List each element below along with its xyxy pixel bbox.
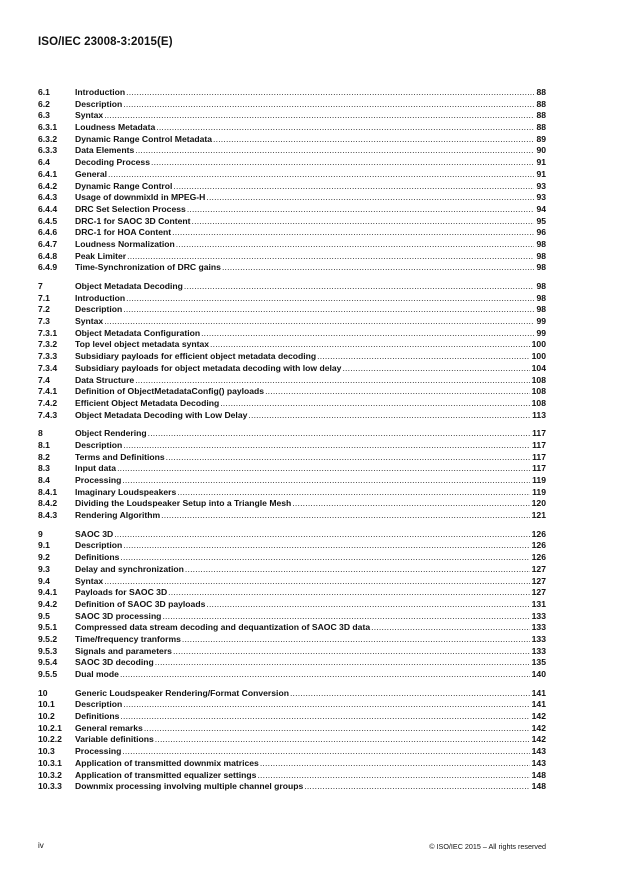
- toc-dot-leader: [172, 227, 534, 239]
- toc-dot-leader: [162, 611, 529, 623]
- toc-entry-title: Input data: [75, 463, 117, 474]
- toc-entry-title: Object Metadata Configuration: [75, 327, 201, 338]
- toc-entry[interactable]: [38, 688, 546, 700]
- toc-entry[interactable]: [38, 328, 546, 340]
- toc-entry-page: 117: [532, 451, 546, 462]
- toc-dot-leader: [104, 576, 529, 588]
- toc-entry[interactable]: [38, 145, 546, 157]
- toc-entry-number: 6.4.7: [38, 238, 58, 249]
- toc-entry[interactable]: [38, 699, 546, 711]
- toc-entry-title: Object Metadata Decoding: [75, 281, 183, 291]
- toc-entry-page: 117: [532, 463, 546, 474]
- toc-entry-title: Processing: [75, 746, 122, 757]
- toc-entry-page: 108: [531, 386, 546, 397]
- toc-entry-number: 10.2: [38, 711, 55, 722]
- toc-entry-number: 9.5.4: [38, 657, 58, 668]
- toc-entry-number: 6.4.1: [38, 168, 58, 179]
- toc-dot-leader: [290, 688, 530, 700]
- toc-dot-leader: [248, 410, 530, 422]
- toc-dot-leader: [168, 587, 529, 599]
- toc-entry[interactable]: [38, 304, 546, 316]
- toc-entry-title: Definition of SAOC 3D payloads: [75, 598, 206, 609]
- toc-entry-title: Subsidiary payloads for efficient object metadata decoding: [75, 351, 317, 362]
- toc-entry-number: 10.3.3: [38, 781, 62, 792]
- toc-entry-title: Peak Limiter: [75, 250, 127, 261]
- toc-dot-leader: [151, 157, 534, 169]
- toc-dot-leader: [206, 192, 534, 204]
- toc-entry-number: 7: [38, 281, 43, 291]
- toc-entry-number: 9: [38, 528, 43, 539]
- toc-entry-page: 113: [532, 409, 546, 420]
- toc-entry[interactable]: [38, 351, 546, 363]
- page-number: iv: [38, 841, 44, 850]
- toc-entry-number: 8.3: [38, 463, 50, 474]
- toc-entry[interactable]: [38, 723, 546, 735]
- toc-entry[interactable]: [38, 262, 546, 274]
- toc-entry-title: Syntax: [75, 110, 104, 121]
- toc-dot-leader: [342, 363, 529, 375]
- toc-entry[interactable]: [38, 398, 546, 410]
- toc-entry[interactable]: [38, 239, 546, 251]
- toc-entry-title: SAOC 3D: [75, 528, 114, 539]
- toc-entry-page: 98: [536, 281, 546, 291]
- toc-dot-leader: [155, 734, 530, 746]
- toc-dot-leader: [120, 711, 529, 723]
- toc-entry[interactable]: [38, 646, 546, 658]
- toc-entry[interactable]: [38, 599, 546, 611]
- toc-entry-number: 9.5.5: [38, 669, 58, 679]
- toc-entry-page: 141: [531, 687, 546, 698]
- toc-dot-leader: [317, 351, 530, 363]
- toc-entry-number: 10.3.1: [38, 757, 62, 768]
- toc-entry[interactable]: [38, 110, 546, 122]
- toc-entry-title: Data Elements: [75, 145, 135, 156]
- toc-entry-title: Loudness Normalization: [75, 238, 175, 249]
- toc-entry-page: 104: [531, 362, 546, 373]
- document-id-header: ISO/IEC 23008-3:2015(E): [38, 36, 173, 48]
- toc-entry-page: 88: [536, 98, 546, 109]
- toc-entry-title: Description: [75, 439, 123, 450]
- toc-entry-page: 133: [531, 633, 546, 644]
- toc-dot-leader: [206, 599, 529, 611]
- toc-entry-page: 133: [531, 645, 546, 656]
- toc-entry-title: Description: [75, 98, 123, 109]
- toc-entry[interactable]: [38, 87, 546, 99]
- toc-dot-leader: [104, 316, 534, 328]
- toc-dot-leader: [123, 440, 530, 452]
- toc-entry-number: 9.5: [38, 610, 50, 621]
- toc-entry-title: DRC Set Selection Process: [75, 203, 186, 214]
- toc-entry-number: 7.3.4: [38, 362, 58, 373]
- toc-entry-title: Delay and synchronization: [75, 563, 184, 574]
- toc-entry[interactable]: [38, 375, 546, 387]
- toc-entry-page: 98: [536, 250, 546, 261]
- toc-entry-title: Definition of ObjectMetadataConfig() payloads: [75, 386, 265, 397]
- toc-entry[interactable]: [38, 552, 546, 564]
- toc-section-group: [38, 529, 546, 681]
- toc-entry-number: 9.4.1: [38, 587, 58, 598]
- toc-entry-title: Data Structure: [75, 374, 135, 385]
- toc-entry-page: 99: [536, 327, 546, 338]
- toc-dot-leader: [135, 375, 529, 387]
- toc-dot-leader: [176, 239, 535, 251]
- toc-entry-number: 8.4.2: [38, 498, 58, 509]
- toc-entry-page: 142: [531, 711, 546, 722]
- toc-dot-leader: [123, 99, 534, 111]
- toc-entry[interactable]: [38, 339, 546, 351]
- toc-entry-title: Application of transmitted downmix matrices: [75, 757, 259, 768]
- toc-entry-number: 8.4.3: [38, 510, 58, 521]
- toc-entry-title: Dynamic Range Control: [75, 180, 173, 191]
- toc-entry-title: Signals and parameters: [75, 645, 172, 656]
- toc-entry-page: 117: [532, 439, 546, 450]
- toc-dot-leader: [126, 293, 534, 305]
- toc-dot-leader: [222, 262, 534, 274]
- toc-entry-title: DRC-1 for HOA Content: [75, 227, 172, 238]
- toc-entry[interactable]: [38, 181, 546, 193]
- toc-entry-page: 119: [532, 475, 546, 485]
- toc-entry-page: 126: [531, 540, 546, 551]
- toc-entry-title: Introduction: [75, 87, 126, 97]
- toc-entry-number: 10.1: [38, 699, 55, 710]
- toc-entry-page: 135: [531, 657, 546, 668]
- toc-section-group: [38, 688, 546, 793]
- toc-entry[interactable]: [38, 452, 546, 464]
- toc-entry-title: SAOC 3D decoding: [75, 657, 154, 668]
- toc-entry-number: 10.2.1: [38, 722, 62, 733]
- toc-entry-page: 126: [531, 528, 546, 539]
- toc-entry-page: 133: [531, 610, 546, 621]
- toc-entry[interactable]: [38, 169, 546, 181]
- toc-entry-number: 10.2.2: [38, 734, 62, 745]
- toc-entry[interactable]: [38, 711, 546, 723]
- toc-entry[interactable]: [38, 216, 546, 228]
- toc-entry-title: Time/frequency tranforms: [75, 633, 181, 644]
- toc-entry[interactable]: [38, 510, 546, 522]
- toc-entry[interactable]: [38, 498, 546, 510]
- toc-entry-page: 99: [536, 316, 546, 327]
- toc-entry-page: 119: [532, 486, 546, 497]
- toc-entry-number: 9.2: [38, 552, 50, 563]
- toc-entry[interactable]: [38, 316, 546, 328]
- toc-entry[interactable]: [38, 227, 546, 239]
- toc-entry-page: 141: [531, 699, 546, 710]
- toc-entry-page: 95: [536, 215, 546, 226]
- toc-dot-leader: [185, 564, 530, 576]
- toc-dot-leader: [371, 622, 530, 634]
- toc-dot-leader: [123, 304, 534, 316]
- toc-entry-page: 148: [531, 769, 546, 780]
- toc-entry-number: 9.4: [38, 575, 50, 586]
- toc-entry[interactable]: [38, 611, 546, 623]
- toc-entry-page: 93: [536, 192, 546, 203]
- toc-entry-page: 143: [531, 757, 546, 768]
- toc-section-group: [38, 428, 546, 522]
- toc-entry-number: 6.1: [38, 87, 50, 97]
- toc-entry-number: 6.4: [38, 157, 50, 168]
- toc-entry-page: 127: [531, 575, 546, 586]
- toc-entry-title: Generic Loudspeaker Rendering/Format Conversion: [75, 687, 289, 698]
- toc-entry-title: Downmix processing involving multiple channel groups: [75, 781, 304, 792]
- toc-entry-number: 9.3: [38, 563, 50, 574]
- toc-entry-title: Compressed data stream decoding and dequantization of SAOC 3D data: [75, 622, 371, 633]
- toc-entry-number: 7.1: [38, 292, 50, 303]
- toc-entry-number: 9.5.3: [38, 645, 58, 656]
- toc-entry-number: 7.3.3: [38, 351, 58, 362]
- toc-dot-leader: [173, 181, 534, 193]
- toc-entry-page: 88: [536, 87, 546, 97]
- toc-dot-leader: [120, 669, 530, 681]
- toc-dot-leader: [177, 487, 530, 499]
- toc-entry-title: Terms and Definitions: [75, 451, 165, 462]
- toc-entry-number: 9.5.2: [38, 633, 58, 644]
- toc-entry[interactable]: [38, 386, 546, 398]
- toc-entry-page: 94: [536, 203, 546, 214]
- toc-dot-leader: [260, 758, 530, 770]
- toc-entry[interactable]: [38, 192, 546, 204]
- toc-entry-title: Description: [75, 699, 123, 710]
- toc-entry-number: 7.3.2: [38, 339, 58, 350]
- toc-entry-number: 9.5.1: [38, 622, 58, 633]
- toc-entry-page: 98: [536, 304, 546, 315]
- toc-dot-leader: [148, 428, 531, 440]
- toc-entry-page: 126: [531, 552, 546, 563]
- toc-dot-leader: [135, 145, 534, 157]
- toc-entry-title: Introduction: [75, 292, 126, 303]
- toc-dot-leader: [144, 723, 530, 735]
- toc-entry[interactable]: [38, 746, 546, 758]
- toc-dot-leader: [220, 398, 529, 410]
- toc-dot-leader: [108, 169, 534, 181]
- toc-entry[interactable]: [38, 587, 546, 599]
- toc-dot-leader: [126, 87, 534, 99]
- toc-entry-title: Variable definitions: [75, 734, 154, 745]
- toc-entry-page: 148: [531, 781, 546, 792]
- toc-section-group: [38, 87, 546, 274]
- toc-entry-title: Imaginary Loudspeakers: [75, 486, 177, 497]
- toc-entry-page: 98: [536, 292, 546, 303]
- toc-entry-page: 100: [531, 351, 546, 362]
- toc-entry[interactable]: [38, 281, 546, 293]
- toc-entry-title: General remarks: [75, 722, 143, 733]
- toc-entry[interactable]: [38, 440, 546, 452]
- toc-entry-number: 6.4.3: [38, 192, 58, 203]
- toc-entry[interactable]: [38, 564, 546, 576]
- toc-entry-title: Description: [75, 304, 123, 315]
- toc-entry-number: 6.4.4: [38, 203, 58, 214]
- toc-entry-page: 96: [536, 227, 546, 238]
- toc-dot-leader: [122, 475, 530, 487]
- toc-entry[interactable]: [38, 122, 546, 134]
- toc-entry[interactable]: [38, 487, 546, 499]
- toc-entry-title: Syntax: [75, 316, 104, 327]
- toc-entry-title: DRC-1 for SAOC 3D Content: [75, 215, 191, 226]
- toc-entry-title: Dividing the Loudspeaker Setup into a Triangle Mesh: [75, 498, 292, 509]
- toc-entry-title: Usage of downmixId in MPEG-H: [75, 192, 206, 203]
- toc-entry-page: 108: [531, 397, 546, 408]
- toc-entry[interactable]: [38, 540, 546, 552]
- toc-entry-number: 9.4.2: [38, 598, 58, 609]
- toc-entry-number: 6.4.2: [38, 180, 58, 191]
- toc-dot-leader: [127, 251, 534, 263]
- toc-entry[interactable]: [38, 770, 546, 782]
- toc-entry-title: General: [75, 168, 108, 179]
- toc-dot-leader: [156, 122, 534, 134]
- toc-entry[interactable]: [38, 293, 546, 305]
- toc-entry[interactable]: [38, 634, 546, 646]
- toc-dot-leader: [173, 646, 530, 658]
- toc-dot-leader: [304, 781, 529, 793]
- toc-entry-title: SAOC 3D processing: [75, 610, 162, 621]
- toc-entry-number: 6.4.9: [38, 262, 58, 273]
- toc-dot-leader: [265, 386, 530, 398]
- toc-entry-number: 6.4.8: [38, 250, 58, 261]
- table-of-contents: [38, 87, 546, 800]
- toc-entry-title: Description: [75, 540, 123, 551]
- toc-entry-title: Definitions: [75, 711, 120, 722]
- toc-entry-title: Syntax: [75, 575, 104, 586]
- toc-dot-leader: [123, 540, 529, 552]
- toc-entry-number: 10: [38, 687, 48, 698]
- toc-dot-leader: [166, 452, 531, 464]
- toc-entry[interactable]: [38, 657, 546, 669]
- toc-entry-title: Efficient Object Metadata Decoding: [75, 397, 220, 408]
- toc-entry-number: 7.3: [38, 316, 50, 327]
- toc-entry-number: 8.4: [38, 475, 50, 485]
- toc-entry-number: 6.3.1: [38, 122, 58, 133]
- toc-dot-leader: [114, 529, 529, 541]
- toc-entry-number: 8.1: [38, 439, 50, 450]
- copyright-notice: © ISO/IEC 2015 – All rights reserved: [429, 842, 546, 851]
- toc-entry-number: 8.4.1: [38, 486, 58, 497]
- toc-entry-title: Processing: [75, 475, 122, 485]
- toc-entry[interactable]: [38, 734, 546, 746]
- toc-entry-title: Loudness Metadata: [75, 122, 156, 133]
- toc-dot-leader: [210, 339, 530, 351]
- toc-entry-title: Dynamic Range Control Metadata: [75, 133, 213, 144]
- toc-entry-page: 98: [536, 262, 546, 273]
- toc-dot-leader: [122, 746, 529, 758]
- toc-entry-number: 7.4.3: [38, 409, 58, 420]
- toc-section-group: [38, 281, 546, 421]
- toc-entry-number: 6.4.6: [38, 227, 58, 238]
- toc-entry-title: Subsidiary payloads for object metadata decoding with low delay: [75, 362, 342, 373]
- toc-entry-page: 100: [531, 339, 546, 350]
- toc-entry-page: 88: [536, 110, 546, 121]
- toc-entry[interactable]: [38, 781, 546, 793]
- toc-entry[interactable]: [38, 463, 546, 475]
- toc-entry-number: 10.3: [38, 746, 55, 757]
- toc-entry-number: 8: [38, 428, 43, 439]
- toc-entry-page: 131: [531, 598, 546, 609]
- toc-entry-number: 7.4.2: [38, 397, 58, 408]
- toc-entry-number: 6.4.5: [38, 215, 58, 226]
- toc-entry-page: 121: [531, 510, 546, 521]
- toc-entry-title: Object Rendering: [75, 428, 147, 439]
- toc-entry-number: 7.2: [38, 304, 50, 315]
- toc-entry-title: Object Metadata Decoding with Low Delay: [75, 409, 248, 420]
- toc-dot-leader: [182, 634, 530, 646]
- toc-dot-leader: [161, 510, 530, 522]
- toc-entry-title: Payloads for SAOC 3D: [75, 587, 168, 598]
- toc-entry-page: 88: [536, 122, 546, 133]
- toc-entry-page: 142: [531, 722, 546, 733]
- toc-dot-leader: [201, 328, 534, 340]
- toc-entry-page: 120: [531, 498, 546, 509]
- toc-entry-page: 90: [536, 145, 546, 156]
- toc-dot-leader: [192, 216, 535, 228]
- toc-entry[interactable]: [38, 529, 546, 541]
- toc-entry[interactable]: [38, 204, 546, 216]
- toc-entry-number: 7.3.1: [38, 327, 58, 338]
- toc-dot-leader: [155, 657, 530, 669]
- toc-entry[interactable]: [38, 669, 546, 681]
- toc-dot-leader: [117, 463, 530, 475]
- toc-entry-page: 91: [536, 157, 546, 168]
- toc-entry-page: 89: [536, 133, 546, 144]
- toc-entry[interactable]: [38, 157, 546, 169]
- toc-entry-number: 7.4.1: [38, 386, 58, 397]
- toc-entry[interactable]: [38, 428, 546, 440]
- toc-entry-number: 8.2: [38, 451, 50, 462]
- toc-dot-leader: [120, 552, 529, 564]
- toc-entry-title: Definitions: [75, 552, 120, 563]
- toc-entry-title: Rendering Algorithm: [75, 510, 161, 521]
- toc-entry-number: 6.3.2: [38, 133, 58, 144]
- toc-dot-leader: [213, 134, 534, 146]
- toc-entry-page: 143: [531, 746, 546, 757]
- toc-entry[interactable]: [38, 475, 546, 487]
- toc-entry-page: 117: [532, 428, 546, 439]
- toc-entry[interactable]: [38, 758, 546, 770]
- toc-entry[interactable]: [38, 363, 546, 375]
- toc-entry-number: 9.1: [38, 540, 50, 551]
- toc-entry-title: Application of transmitted equalizer settings: [75, 769, 257, 780]
- toc-entry[interactable]: [38, 622, 546, 634]
- toc-entry-number: 10.3.2: [38, 769, 62, 780]
- toc-dot-leader: [292, 498, 529, 510]
- toc-entry-page: 91: [536, 168, 546, 179]
- toc-entry-title: Dual mode: [75, 669, 119, 679]
- toc-dot-leader: [257, 770, 529, 782]
- toc-entry-page: 127: [531, 587, 546, 598]
- toc-entry-number: 6.3: [38, 110, 50, 121]
- toc-entry-page: 98: [536, 238, 546, 249]
- toc-entry-title: Decoding Process: [75, 157, 150, 168]
- toc-entry-page: 133: [531, 622, 546, 633]
- toc-entry-title: Top level object metadata syntax: [75, 339, 210, 350]
- toc-entry[interactable]: [38, 576, 546, 588]
- toc-entry-title: Time-Synchronization of DRC gains: [75, 262, 221, 273]
- toc-entry-page: 93: [536, 180, 546, 191]
- toc-dot-leader: [184, 281, 535, 293]
- toc-dot-leader: [187, 204, 535, 216]
- toc-entry[interactable]: [38, 134, 546, 146]
- toc-entry[interactable]: [38, 99, 546, 111]
- toc-entry[interactable]: [38, 410, 546, 422]
- toc-entry[interactable]: [38, 251, 546, 263]
- toc-dot-leader: [123, 699, 529, 711]
- toc-entry-page: 108: [531, 374, 546, 385]
- toc-dot-leader: [104, 110, 534, 122]
- toc-entry-page: 142: [531, 734, 546, 745]
- toc-entry-page: 127: [531, 563, 546, 574]
- toc-entry-number: 6.3.3: [38, 145, 58, 156]
- toc-entry-number: 7.4: [38, 374, 50, 385]
- toc-entry-page: 140: [531, 669, 546, 679]
- toc-entry-number: 6.2: [38, 98, 50, 109]
